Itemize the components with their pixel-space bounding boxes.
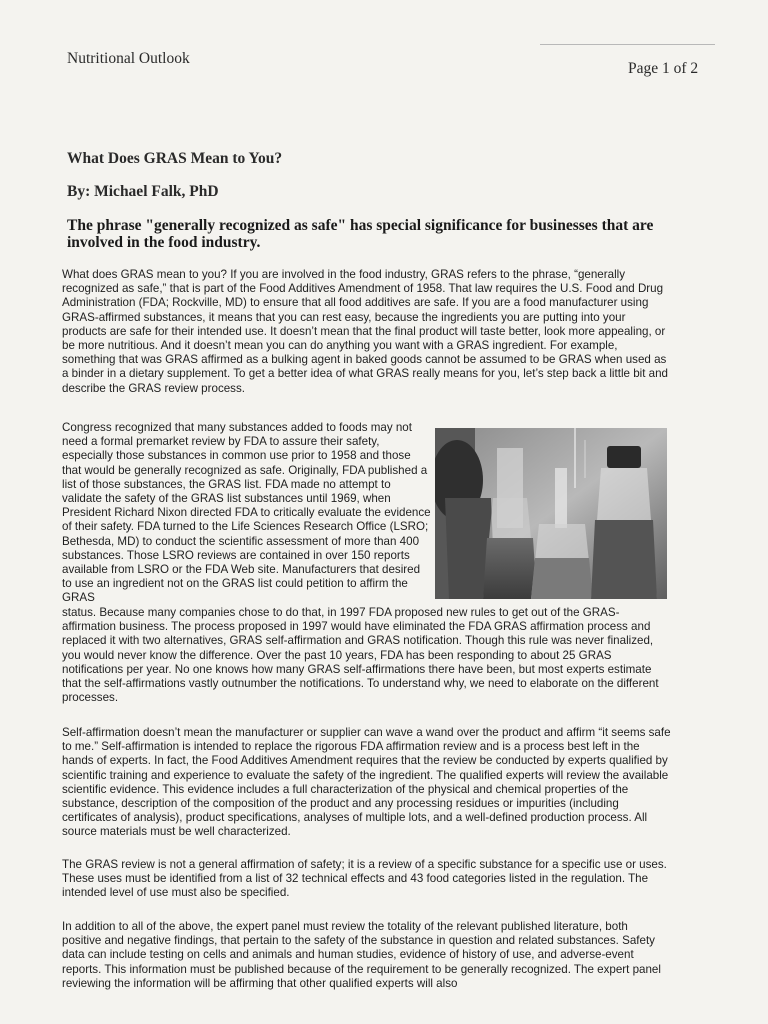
paragraph-history: Congress recognized that many substances added to foods may not need a formal premarket review by FDA to assure their safety, especially those substances in common use prior to 1958 and those that would be generally recognized as safe. Originally, FDA published a list of those substances, the GRAS list. FDA made no attempt to validate the safety of the GRAS list substances until 1969, when President Richard Nixon directed FDA to critically evaluate the evidence of their safety. FDA turned to the Life Sciences Research Office (LSRO; Bethesda, MD) to conduct the scientific assessment of more than 400 substances. Those LSRO reviews are contained in over 150 reports available from LSRO or the FDA Web site. Manufacturers that desired to use an ingredient not on the GRAS list could petition to affirm the GRAS	[62, 421, 431, 605]
page-number: Page 1 of 2	[628, 60, 699, 77]
paragraph-self-affirmation: Self-affirmation doesn’t mean the manufacturer or supplier can wave a wand over the product and affirm “it seems safe to me.” Self-affirmation is intended to replace the rigorous FDA affirmation review and is a process best left in the hands of experts. In fact, the Food Additives Amendment requires that the review be conducted by experts qualified by scientific training and experience to evaluate the safety of the ingredient. The qualified experts will review the available scientific evidence. This evidence includes a full characterization of the physical and chemical properties of the substance, description of the composition of the product and any processing residues or impurities (including certificates of analysis), product specifications, analyses of multiple lots, and a well-defined production process. All source materials must be well characterized.	[62, 726, 671, 839]
header-rule	[540, 44, 715, 45]
paragraph-gras-review: The GRAS review is not a general affirmation of safety; it is a review of a specific substance for a specific use or uses. These uses must be identified from a list of 32 technical effects and 43 food categories listed in the regulation. The intended level of use must also be specified.	[62, 858, 667, 900]
lab-glassware-photo	[435, 428, 667, 599]
paragraph-history-continued: status. Because many companies chose to do that, in 1997 FDA proposed new rules to get out of the GRAS-affirmation business. The process proposed in 1997 would have eliminated the FDA GRAS affirmation process and replaced it with two alternatives, GRAS self-affirmation and GRAS notification. Though this rule was never finalized, you would never know the difference. Over the past 10 years, FDA has been responding to about 25 GRAS notifications per year. No one knows how many GRAS self-affirmations there have been, but most experts estimate that the self-affirmations vastly outnumber the notifications. To understand why, we need to elaborate on the different processes.	[62, 606, 659, 705]
article-deck: The phrase "generally recognized as safe" has special significance for businesses that are involved in the food industry.	[67, 217, 654, 251]
paragraph-intro: What does GRAS mean to you? If you are involved in the food industry, GRAS refers to the phrase, “generally recognized as safe,” that is part of the Food Additives Amendment of 1958. That law requires the U.S. Food and Drug Administration (FDA; Rockville, MD) to ensure that all food additives are safe. If you are a food manufacturer using GRAS-affirmed substances, it means that you can rest easy, because the ingredients you are putting into your products are safe for their intended use. It doesn’t mean that the final product will taste better, look more appealing, or be more nutritious. And it doesn’t mean you can do anything you want with a GRAS ingredient. For example, something that was GRAS affirmed as a bulking agent in baked goods cannot be assumed to be GRAS when used as a binder in a dietary supplement. To get a better idea of what GRAS really means for you, let’s step back a little bit and describe the GRAS review process.	[62, 268, 669, 395]
publication-name: Nutritional Outlook	[67, 50, 190, 67]
article-title: What Does GRAS Mean to You?	[67, 150, 283, 167]
paragraph-expert-panel: In addition to all of the above, the expert panel must review the totality of the relevant published literature, both positive and negative findings, that pertain to the safety of the substance in question and related substances. Safety data can include testing on cells and animals and human studies, evidence of history of use, and adverse-event reports. This information must be published because of the requirement to be generally recognized. The expert panel reviewing the information will be affirming that other qualified experts will also	[62, 920, 661, 990]
article-byline: By: Michael Falk, PhD	[67, 183, 219, 200]
